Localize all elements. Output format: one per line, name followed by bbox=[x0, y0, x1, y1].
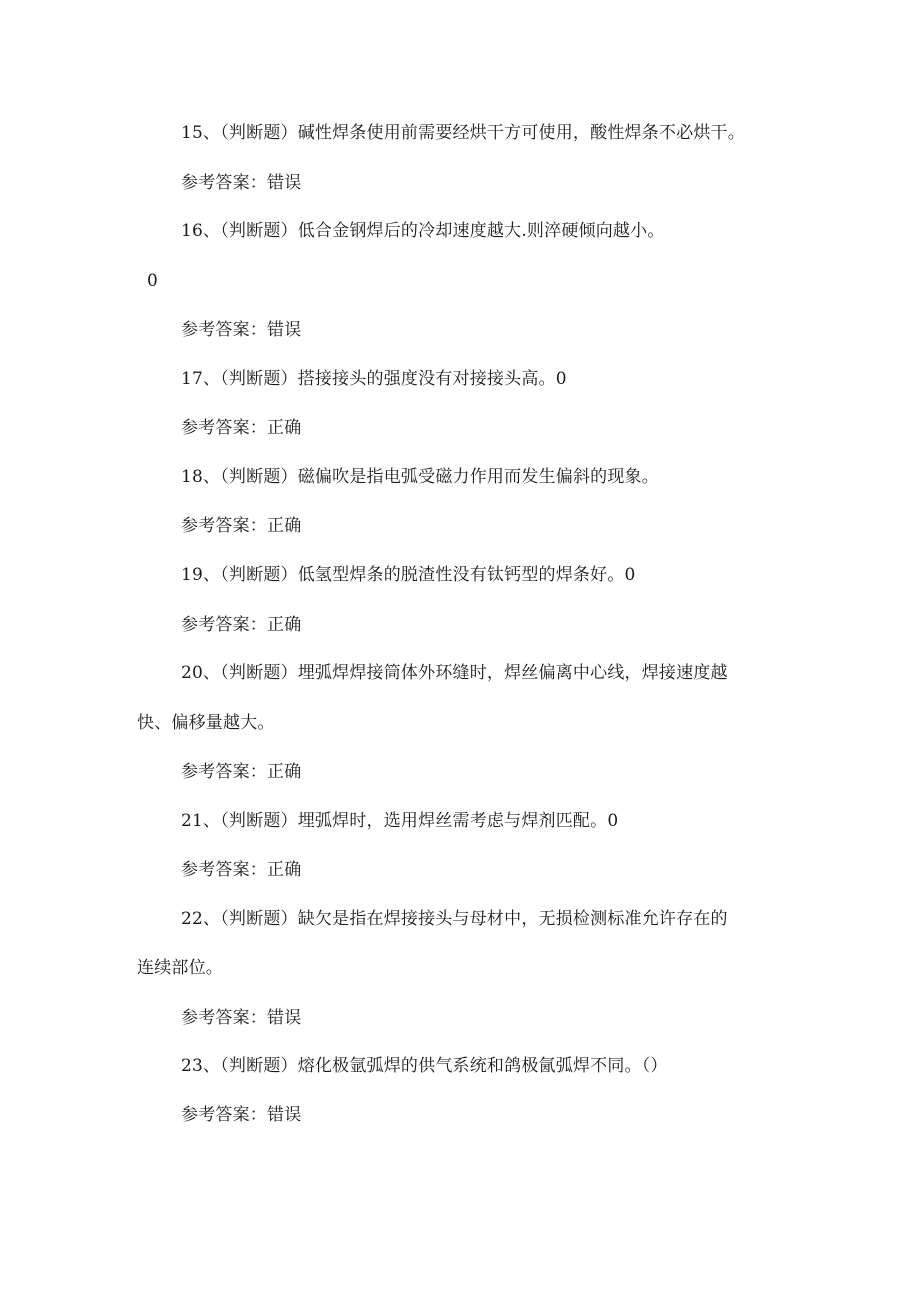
question-17-text: 17、（判断题）搭接接头的强度没有对接接头高。0 bbox=[181, 369, 567, 389]
question-23-text: 23、（判断题）熔化极氩弧焊的供气系统和鸽极氤弧焊不同。（） bbox=[181, 1056, 668, 1076]
question-18-text: 18、（判断题）磁偏吹是指电弧受磁力作用而发生偏斜的现象。 bbox=[181, 467, 659, 487]
question-16-answer: 参考答案：错误 bbox=[181, 320, 302, 340]
question-22-answer: 参考答案：错误 bbox=[181, 1008, 302, 1028]
question-15-text: 15、（判断题）碱性焊条使用前需要经烘干方可使用，酸性焊条不必烘干。 bbox=[181, 123, 745, 143]
question-20-continuation: 快、偏移量越大。 bbox=[137, 713, 275, 733]
question-16-text: 16、（判断题）低合金钢焊后的冷却速度越大.则淬硬倾向越小。 bbox=[181, 221, 665, 241]
question-18-answer: 参考答案：正确 bbox=[181, 516, 302, 536]
question-22-continuation: 连续部位。 bbox=[137, 958, 223, 978]
question-22-text: 22、（判断题）缺欠是指在焊接接头与母材中，无损检测标准允许存在的 bbox=[181, 909, 728, 929]
question-20-text: 20、（判断题）埋弧焊焊接筒体外环缝时，焊丝偏离中心线，焊接速度越 bbox=[181, 663, 728, 683]
question-20-answer: 参考答案：正确 bbox=[181, 762, 302, 782]
question-19-text: 19、（判断题）低氢型焊条的脱渣性没有钛钙型的焊条好。0 bbox=[181, 565, 636, 585]
question-19-answer: 参考答案：正确 bbox=[181, 615, 302, 635]
question-23-answer: 参考答案：错误 bbox=[181, 1105, 302, 1125]
question-21-text: 21、（判断题）埋弧焊时，选用焊丝需考虑与焊剂匹配。0 bbox=[181, 811, 619, 831]
question-16-continuation: 0 bbox=[147, 271, 159, 291]
question-21-answer: 参考答案：正确 bbox=[181, 860, 302, 880]
question-17-answer: 参考答案：正确 bbox=[181, 418, 302, 438]
question-15-answer: 参考答案：错误 bbox=[181, 173, 302, 193]
